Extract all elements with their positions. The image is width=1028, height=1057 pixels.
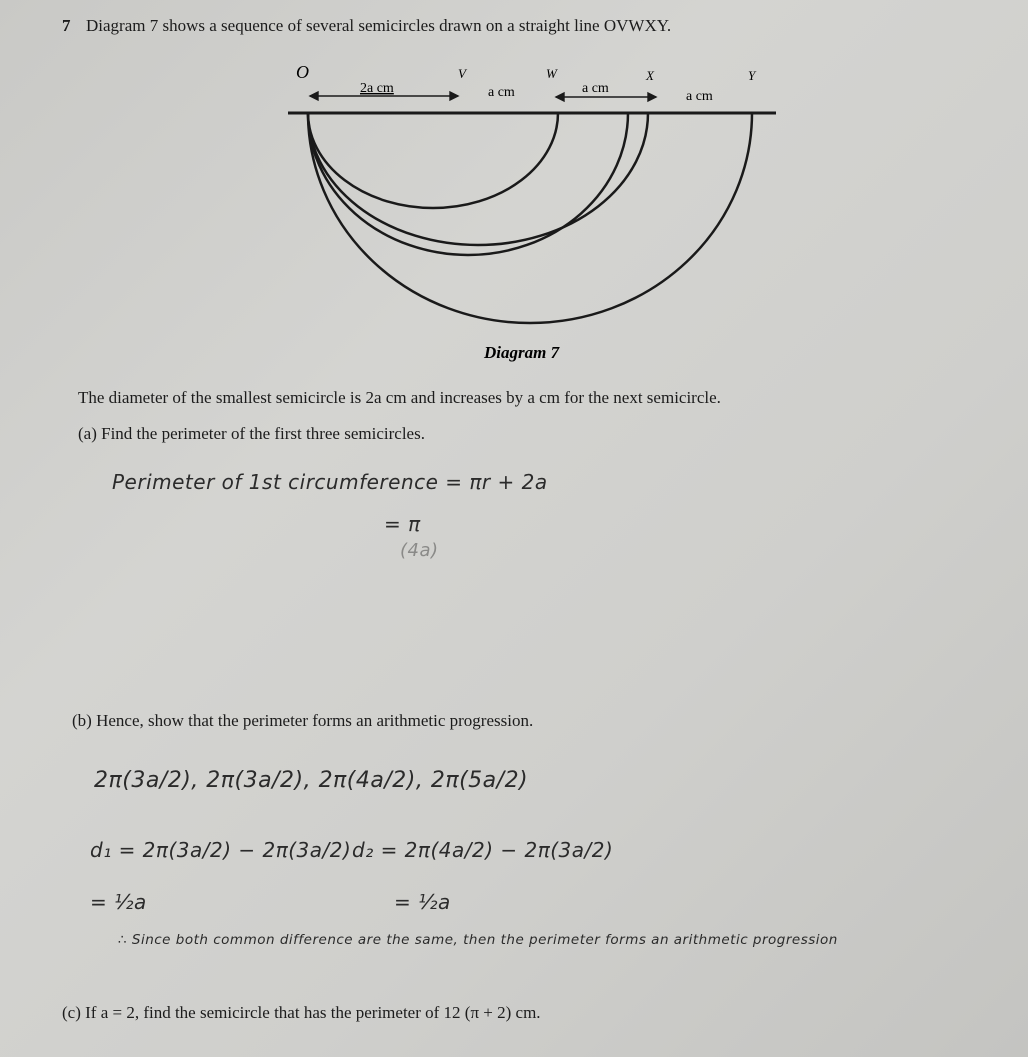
part-b-sequence: 2π(3a/2), 2π(3a/2), 2π(4a/2), 2π(5a/2) — [94, 768, 529, 793]
part-b-difference-1-result: = ½a — [90, 890, 147, 914]
part-a-working-line-3: (4a) — [400, 540, 439, 561]
part-b-difference-1: d₁ = 2π(3a/2) − 2π(3a/2) — [90, 838, 352, 862]
diagram-caption: Diagram 7 — [484, 343, 560, 362]
point-y: Y — [748, 68, 756, 83]
point-x: X — [646, 68, 654, 83]
info-text: The diameter of the smallest semicircle is 2a cm and increases by a cm for the next semicircle. — [78, 388, 721, 407]
segment-label-vw: a cm — [488, 85, 515, 100]
semicircle-1 — [308, 113, 558, 208]
segment-label-xy: a cm — [686, 89, 713, 104]
segment-label-ov: 2a cm — [360, 81, 394, 96]
part-b-conclusion: ∴ Since both common difference are the same, then the perimeter forms an arithmetic progression — [118, 932, 838, 948]
semicircle-2 — [308, 113, 648, 245]
point-o: O — [296, 62, 309, 82]
semicircle-diagram — [0, 0, 1028, 370]
semicircle-3 — [308, 113, 628, 255]
question-number: 7 — [62, 16, 71, 35]
segment-label-wx: a cm — [582, 81, 609, 96]
part-b-difference-2: d₂ = 2π(4a/2) − 2π(3a/2) — [352, 838, 614, 862]
part-a-working-line-1: Perimeter of 1st circumference = πr + 2a — [112, 470, 548, 494]
point-v: V — [458, 66, 466, 81]
point-w: W — [546, 66, 557, 81]
part-c-prompt: (c) If a = 2, find the semicircle that has the perimeter of 12 (π + 2) cm. — [62, 1003, 541, 1022]
question-stem: Diagram 7 shows a sequence of several semicircles drawn on a straight line OVWXY. — [86, 16, 672, 35]
part-b-difference-2-result: = ½a — [394, 890, 451, 914]
part-a-prompt: (a) Find the perimeter of the first three semicircles. — [78, 424, 425, 443]
part-a-working-line-2: = π — [384, 512, 421, 536]
part-b-prompt: (b) Hence, show that the perimeter forms an arithmetic progression. — [72, 711, 534, 730]
